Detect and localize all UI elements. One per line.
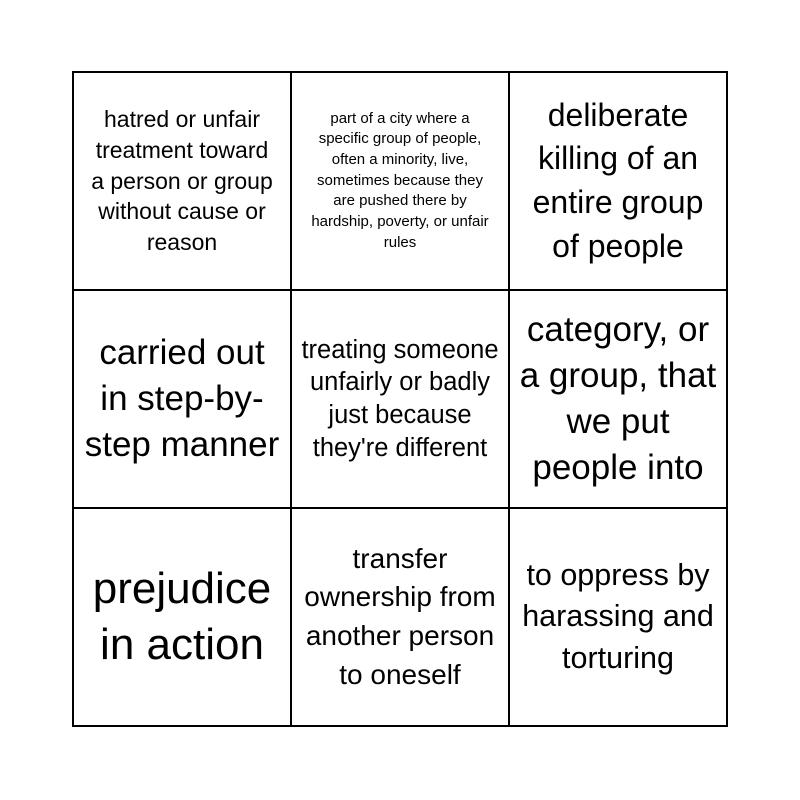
cell-text: treating someone unfairly or badly just because they're different xyxy=(301,335,499,462)
bingo-cell-2[interactable] xyxy=(292,73,510,291)
cell-text: category, or a group, that we put people into xyxy=(519,309,717,488)
cell-text: carried out in step-by-step manner xyxy=(84,332,280,465)
bingo-cell-3[interactable] xyxy=(510,73,728,291)
bingo-cell-6[interactable] xyxy=(510,291,728,509)
bingo-board xyxy=(72,71,728,727)
cell-text: hatred or unfair treatment toward a person or group without cause or reason xyxy=(91,105,273,256)
bingo-cell-7[interactable] xyxy=(74,509,292,727)
bingo-cell-5[interactable] xyxy=(292,291,510,509)
cell-text: deliberate killing of an entire group of people xyxy=(532,96,704,264)
cell-text: prejudice in action xyxy=(92,564,272,669)
bingo-cell-1[interactable] xyxy=(74,73,292,291)
bingo-cell-8[interactable] xyxy=(292,509,510,727)
cell-text: part of a city where a specific group of people, often a minority, live, sometimes because they are pushed there by hardship, poverty, or unfair rules xyxy=(311,109,489,251)
cell-text: to oppress by harassing and torturing xyxy=(522,557,714,675)
bingo-cell-9[interactable] xyxy=(510,509,728,727)
cell-text: transfer ownership from another person to oneself xyxy=(304,542,496,690)
bingo-cell-4[interactable] xyxy=(74,291,292,509)
